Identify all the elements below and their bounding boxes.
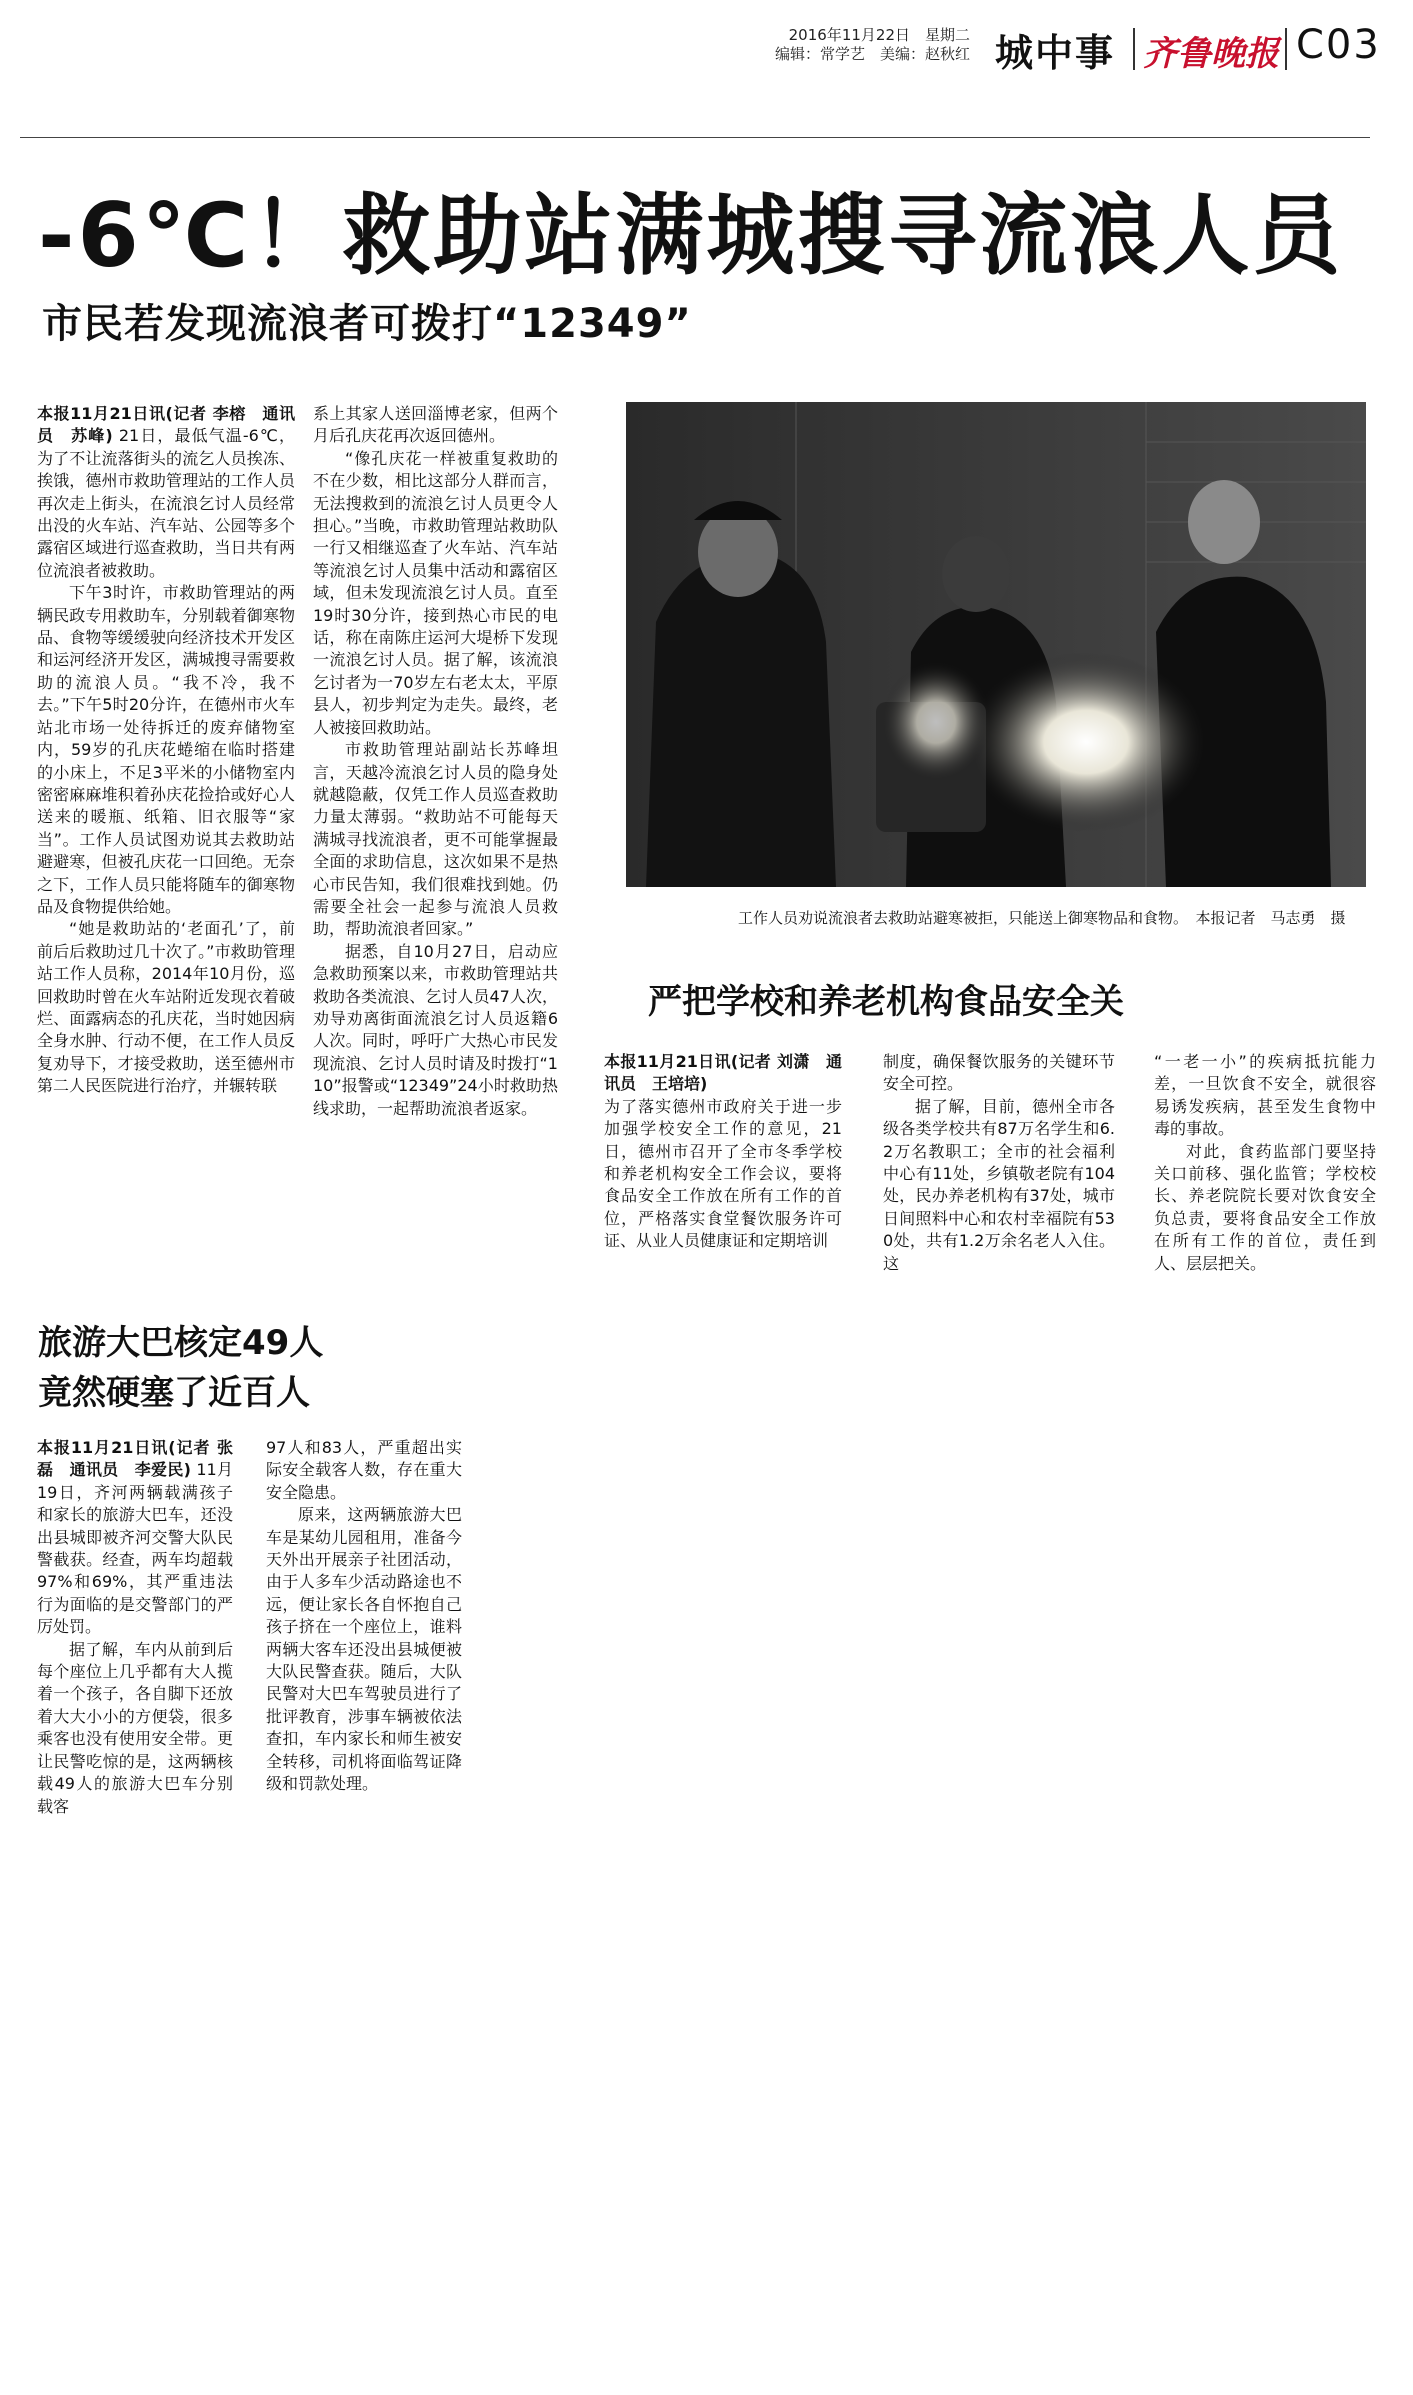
issue-date: 2016年11月22日 星期二 [788, 26, 970, 44]
paragraph: 据悉，自10月27日，启动应急救助预案以来，市救助管理站共救助各类流浪、乞讨人员47人次，劝导劝离街面流浪乞讨人员返籍6人次。同时，呼吁广大热心市民发现流浪、乞讨人员时请及时拨打“110”报警或“12349”24小时救助热线求助，一起帮助流浪者返家。 [313, 941, 558, 1118]
paragraph: “她是救助站的‘老面孔’了，前前后后救助过几十次了。”市救助管理站工作人员称，2014年10月份，巡回救助时曾在火车站附近发现衣着破烂、面露病态的孔庆花，当时她因病全身水肿、行动不便，在工作人员反复劝导下，才接受救助，送至德州市第二人民医院进行治疗，并辗转联 [37, 919, 295, 1096]
paragraph: 制度，确保餐饮服务的关键环节安全可控。 [883, 1052, 1115, 1094]
food-safety-headline: 严把学校和养老机构食品安全关 [648, 982, 1124, 1022]
section-name: 城中事 [995, 31, 1116, 75]
newspaper-logo: 齐鲁晚报 [1143, 34, 1279, 74]
main-headline: -6℃！救助站满城搜寻流浪人员 [38, 184, 1344, 287]
paragraph: 系上其家人送回淄博老家，但两个月后孔庆花再次返回德州。 [313, 404, 558, 446]
food-article-col1 [604, 1051, 842, 1311]
paragraph: 据了解，车内从前到后每个座位上几乎都有大人揽着一个孩子，各自脚下还放着大大小小的方便袋，很多乘客也没有使用安全带。更让民警吃惊的是，这两辆核载49人的旅游大巴车分别载客 [37, 1639, 233, 1816]
header-divider [1133, 28, 1135, 70]
paragraph: “一老一小”的疾病抵抗能力差，一旦饮食不安全，就很容易诱发疾病，甚至发生食物中毒的事故。 [1154, 1052, 1376, 1139]
photo-caption: 工作人员劝说流浪者去救助站避寒被拒，只能送上御寒物品和食物。 本报记者 马志勇 摄 [738, 909, 1346, 927]
paragraph: 据了解，目前，德州全市各级各类学校共有87万名学生和6.2万名教职工；全市的社会福利中心有11处，乡镇敬老院有104处，民办养老机构有37处，城市日间照料中心和农村幸福院有530处，共有1.2万余名老人入住。这 [883, 1096, 1115, 1273]
paragraph: 原来，这两辆旅游大巴车是某幼儿园租用，准备今天外出开展亲子社团活动，由于人多车少活动路途也不远，便让家长各自怀抱自己孩子挤在一个座位上，谁料两辆大客车还没出县城便被大队民警查获。随后，大队民警对大巴车驾驶员进行了批评教育，涉事车辆被依法查扣，车内家长和师生被安全转移，司机将面临驾证降级和罚款处理。 [266, 1505, 462, 1794]
paragraph: 下午3时许，市救助管理站的两辆民政专用救助车，分别载着御寒物品、食物等缓缓驶向经济技术开发区和运河经济开发区，满城搜寻需要救助的流浪人员。“我不冷，我不去。”下午5时20分许，在德州市火车站北市场一处待拆迁的废弃储物室内，59岁的孔庆花蜷缩在临时搭建的小床上，不足3平米的小储物室内密密麻麻堆积着孙庆花捡拾或好心人送来的暖瓶、纸箱、旧衣服等“家当”。工作人员试图劝说其去救助站避避寒，但被孔庆花一口回绝。无奈之下，工作人员只能将随车的御寒物品及食物提供给她。 [37, 583, 295, 916]
bus-article-col1: 本报11月21日讯(记者 张磊 通讯员 李爱民) 11月19日，齐河两辆载满孩子和家长的旅游大巴车，还没出县城即被齐河交警大队民警截获。经查，两车均超载97%和69%，其严重违法行为面临的是交警部门的严厉处罚。 据了解，车内从前到后每个座位上几乎都有大人揽着一个孩子，各自脚下还放着大大小小的方便袋，很多乘客也没有使用安全带。更让民警吃惊的是，这两辆核载49人的旅游大巴车分别载客 [37, 1437, 233, 1837]
main-article-col2 [313, 403, 558, 1283]
bus-article-col2 [266, 1437, 462, 1847]
news-photo [626, 402, 1366, 887]
paragraph: 97人和83人，严重超出实际安全载客人数，存在重大安全隐患。 [266, 1438, 462, 1502]
header-rule [20, 137, 1370, 138]
main-article-col1: 本报11月21日讯(记者 李榕 通讯员 苏峰) 21日，最低气温-6℃，为了不让流落街头的流乞人员挨冻、挨饿，德州市救助管理站的工作人员再次走上街头，在流浪乞讨人员经常出没的火车站、汽车站、公园等多个露宿区域进行巡查救助，当日共有两位流浪者被救助。 下午3时许，市救助管理站的两辆民政专用救助车，分别载着御寒物品、食物等缓缓驶向经济技术开发区和运河经济开发区，满城搜寻需要救助的流浪人员。“我不冷，我不去。”下午5时20分许，在德州市火车站北市场一处待拆迁的废弃储物室内，59岁的孔庆花蜷缩在临时搭建的小床上，不足3平米的小储物室内密密麻麻堆积着孙庆花捡拾或好心人送来的暖瓶、纸箱、旧衣服等“家当”。工作人员试图劝说其去救助站避避寒，但被孔庆花一口回绝。无奈之下，工作人员只能将随车的御寒物品及食物提供给她。 “她是救助站的‘老面孔’了，前前后后救助过几十次了。”市救助管理站工作人员称，2014年10月份，巡回救助时曾在火车站附近发现衣着破烂、面露病态的孔庆花，当时她因病全身水肿、行动不便，在工作人员反复劝导下，才接受救助，送至德州市第二人民医院进行治疗，并辗转联 [37, 403, 295, 1288]
food-article-col2 [883, 1051, 1115, 1311]
editor-credits: 编辑：常学艺 美编：赵秋红 [774, 45, 970, 63]
food-article-col3 [1154, 1051, 1376, 1311]
header-divider [1285, 28, 1287, 70]
paragraph: “像孔庆花一样被重复救助的不在少数，相比这部分人群而言，无法搜救到的流浪乞讨人员更令人担心。”当晚，市救助管理站救助队一行又相继巡查了火车站、汽车站等流浪乞讨人员集中活动和露宿区域，但未发现流浪乞讨人员。直至19时30分许，接到热心市民的电话，称在南陈庄运河大堤桥下发现一流浪乞讨人员。据了解，该流浪乞讨者为一70岁左右老太太，平原县人，初步判定为走失。最终，老人被接回救助站。 [313, 448, 558, 737]
paragraph: 市救助管理站副站长苏峰坦言，天越冷流浪乞讨人员的隐身处就越隐蔽，仅凭工作人员巡查救助力量太薄弱。“救助站不可能每天满城寻找流浪者，更不可能掌握最全面的求助信息，这次如果不是热心市民告知，我们很难找到她。仍需要全社会一起参与流浪人员救助，帮助流浪者回家。” [313, 740, 558, 939]
paragraph: 对此，食药监部门要坚持关口前移、强化监管；学校校长、养老院院长要对饮食安全负总责，要将食品安全工作放在所有工作的首位，责任到人、层层把关。 [1154, 1141, 1376, 1273]
paragraph: 为了落实德州市政府关于进一步加强学校安全工作的意见，21日，德州市召开了全市冬季学校和养老机构安全工作会议，要将食品安全工作放在所有工作的首位，严格落实食堂餐饮服务许可证、从业人员健康证和定期培训 [604, 1096, 842, 1251]
bus-headline-line2: 竟然硬塞了近百人 [38, 1373, 310, 1413]
dateline: 本报11月21日讯(记者 刘潇 通讯员 王培培) [604, 1052, 842, 1094]
dateline: 本报11月21日讯(记者 李榕 通讯员 苏峰) [37, 404, 295, 446]
bus-headline-line1: 旅游大巴核定49人 [38, 1323, 324, 1363]
dateline: 本报11月21日讯(记者 张磊 通讯员 李爱民) [37, 1438, 233, 1480]
page-number: C03 [1296, 22, 1381, 68]
main-subhead: 市民若发现流浪者可拨打“12349” [42, 301, 692, 347]
